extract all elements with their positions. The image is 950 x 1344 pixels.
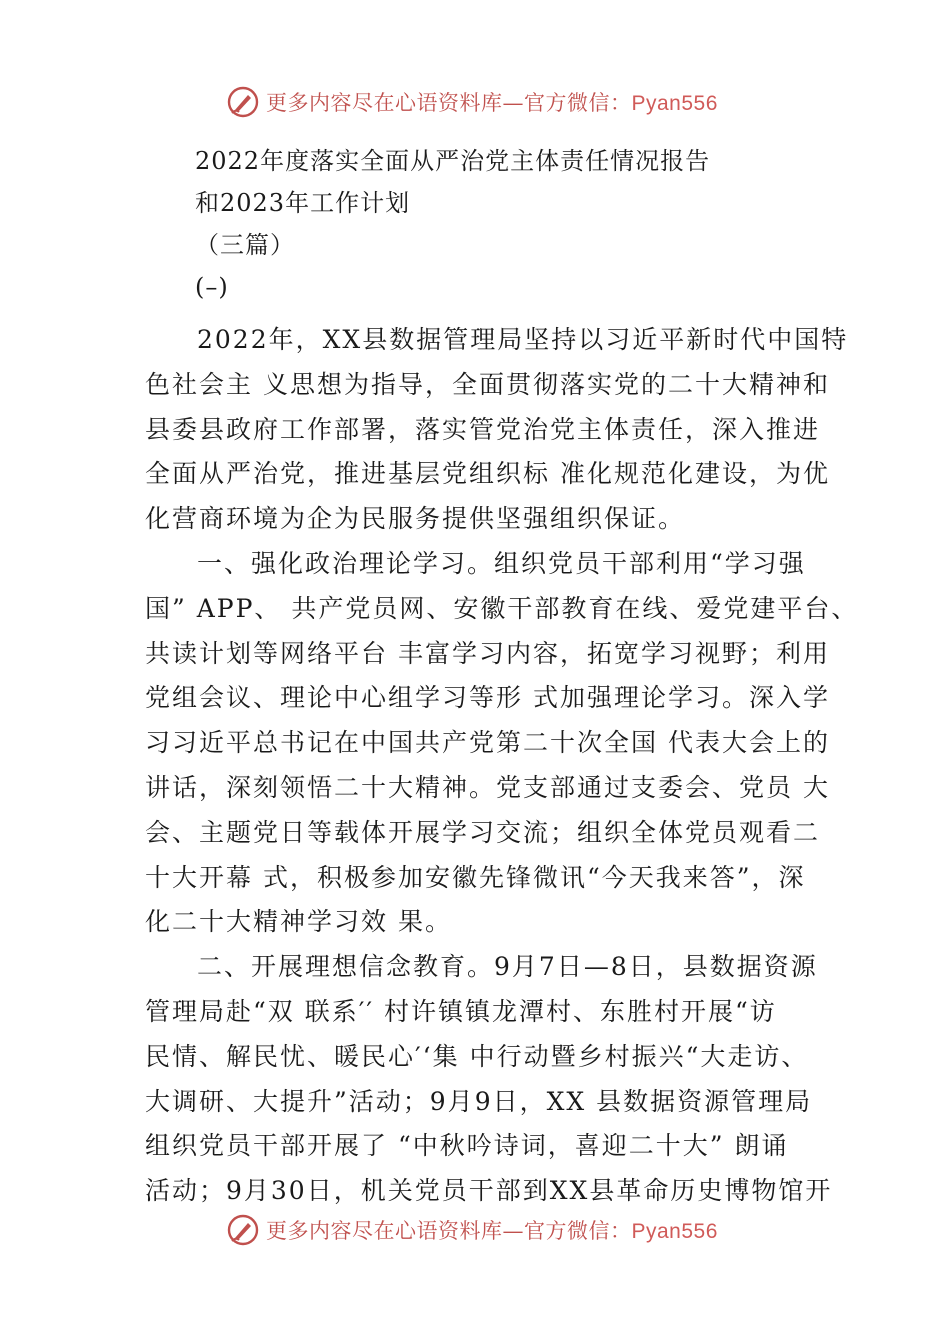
footer-banner xyxy=(226,1210,746,1250)
banner-text xyxy=(266,1215,718,1245)
body-line: 化营商环境为企为民服务提供坚强组织保证。 xyxy=(145,504,686,534)
body-line: 大调研、大提升”活动；9月9日，XX 县数据资源管理局 xyxy=(145,1086,813,1116)
body-line: 国” APP、 共产党员网、安徽干部教育在线、爱党建平台、 xyxy=(145,593,859,623)
body-line: 二、开展理想信念教育。9月7日—8日，县数据资源 xyxy=(197,952,818,982)
body-line: 会、主题党日等载体开展学习交流；组织全体党员观看二 xyxy=(145,817,821,847)
body-line: 化二十大精神学习效 果。 xyxy=(145,907,452,937)
section-marker: (–) xyxy=(195,273,229,301)
body-line: 色社会主 义思想为指导，全面贯彻落实党的二十大精神和 xyxy=(145,369,830,399)
pen-logo-icon xyxy=(226,1213,260,1247)
title-line-1: 2022年度落实全面从严治党主体责任情况报告 xyxy=(195,147,711,175)
banner-wechat-id: Pyan556 xyxy=(631,92,718,115)
body-line: 习习近平总书记在中国共产党第二十次全国 代表大会上的 xyxy=(145,728,830,758)
header-banner xyxy=(226,82,746,122)
body-line: 活动；9月30日，机关党员干部到XX县革命历史博物馆开 xyxy=(145,1176,833,1206)
body-line: 一、强化政治理论学习。组织党员干部利用“学习强 xyxy=(197,548,806,578)
document-body xyxy=(145,318,859,1214)
document-title xyxy=(195,140,815,308)
title-line-2: 和2023年工作计划 xyxy=(195,189,411,217)
title-count: （三篇） xyxy=(195,231,295,259)
banner-text xyxy=(266,87,718,117)
banner-wechat-id: Pyan556 xyxy=(631,1220,718,1243)
banner-label: 更多内容尽在心语资料库—官方微信： xyxy=(266,1219,632,1243)
banner-label: 更多内容尽在心语资料库—官方微信： xyxy=(266,91,632,115)
body-line: 党组会议、理论中心组学习等形 式加强理论学习。深入学 xyxy=(145,683,830,713)
body-line: 全面从严治党，推进基层党组织标 准化规范化建设，为优 xyxy=(145,459,830,489)
body-line: 管理局赴“双 联系′′ 村许镇镇龙潭村、东胜村开展“访 xyxy=(145,996,777,1026)
pen-logo-icon xyxy=(226,85,260,119)
body-line: 2022年，XX县数据管理局坚持以习近平新时代中国特 xyxy=(197,325,849,354)
body-line: 讲话，深刻领悟二十大精神。党支部通过支委会、党员 大 xyxy=(145,772,830,802)
body-line: 县委县政府工作部署，落实管党治党主体责任，深入推进 xyxy=(145,414,821,444)
body-line: 民情、解民忧、暖民心′‘集 中行动暨乡村振兴“大走访、 xyxy=(145,1041,809,1071)
body-line: 十大开幕 式，积极参加安徽先锋微讯“今天我来答”，深 xyxy=(145,862,806,892)
body-line: 共读计划等网络平台 丰富学习内容，拓宽学习视野；利用 xyxy=(145,638,830,668)
body-line: 组织党员干部开展了 “中秋吟诗词，喜迎二十大” 朗诵 xyxy=(145,1131,789,1161)
